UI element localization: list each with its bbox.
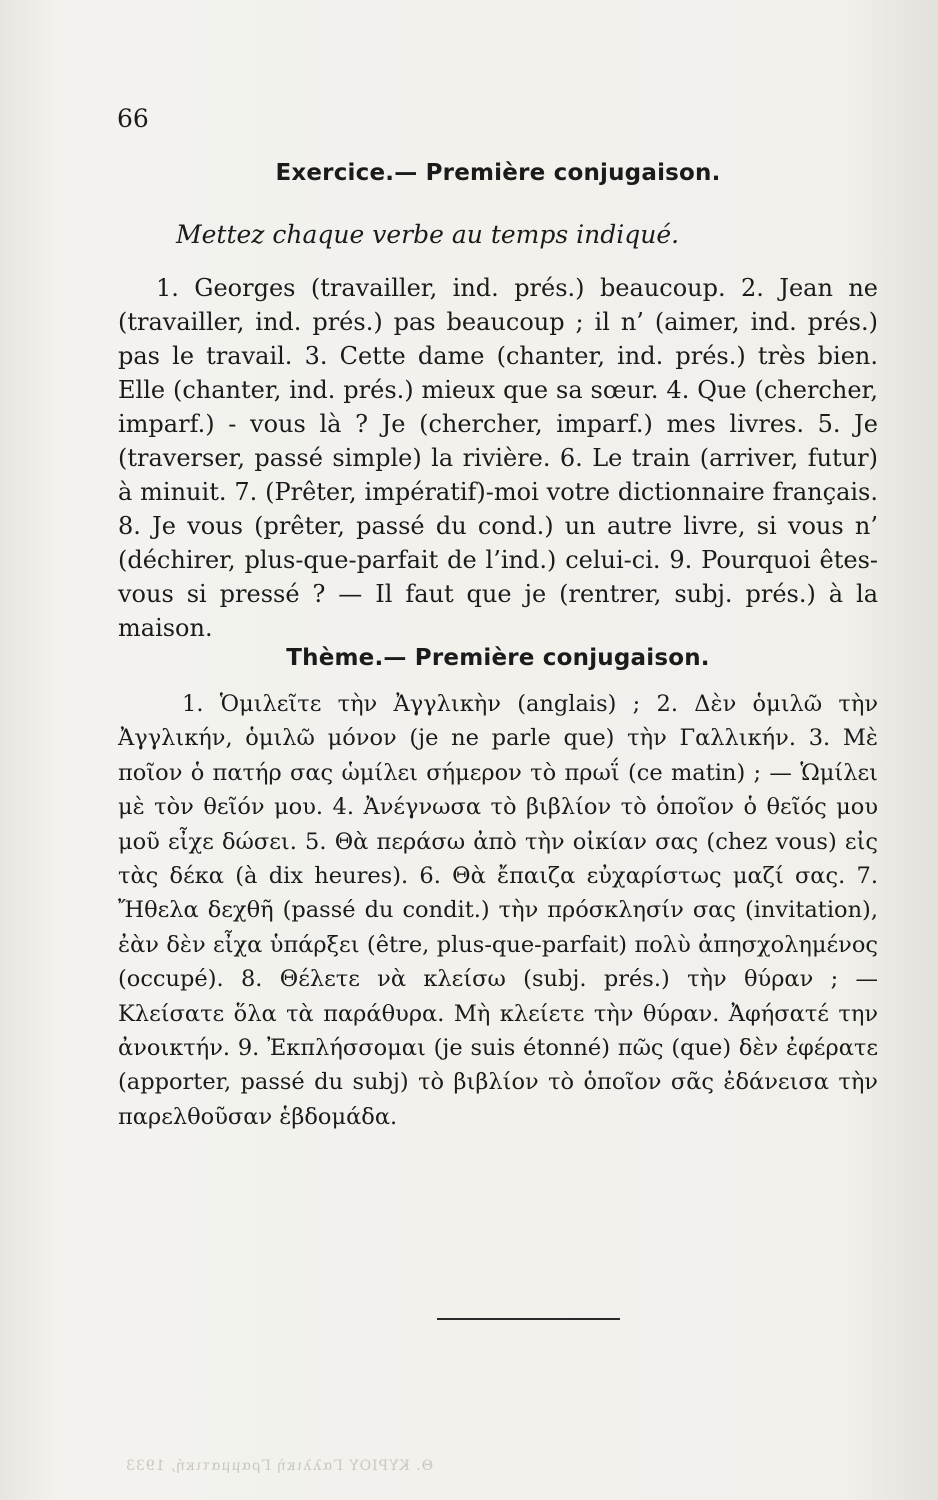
theme-heading: Thème.— Première conjugaison. (286, 645, 710, 671)
exercise-heading: Exercice.— Première conjugaison. (275, 160, 721, 186)
exercise-instruction: Mettez chaque verbe au temps indiqué. (176, 220, 680, 249)
section-divider (437, 1318, 620, 1320)
theme-text: 1. Ὁμιλεῖτε τὴν Ἀγγλικὴν (anglais) ; 2. Δὲν ὁμιλῶ τὴν Ἀγγλικήν, ὁμιλῶ μόνον (je ne parle que) τὴν Γαλλικήν. 3. Μὲ ποῖον ὁ πατήρ σας ὡμίλει σήμερον τὸ πρωΐ (ce matin) ; — Ὡμίλει μὲ τὸν θεῖόν μου. 4. Ἀνέγνωσα τὸ βιβλίον τὸ ὁποῖον ὁ θεῖός μου μοῦ εἶχε δώσει. 5. Θὰ περάσω ἀπὸ τὴν οἰκίαν σας (chez vous) εἰς τὰς δέκα (à dix heures). 6. Θὰ ἔπαιζα εὐχαρίστως μαζί σας. 7. Ἤθελα δεχθῆ (passé du condit.) τὴν πρόσκλησίν σας (invitation), ἐὰν δὲν εἶχα ὑπάρξει (être, plus-que-parfait) πολὺ ἀπησχολημένος (occupé). 8. Θέλετε νὰ κλείσω (subj. prés.) τὴν θύραν ; — Κλείσατε ὅλα τὰ παράθυρα. Μὴ κλείετε τὴν θύραν. Ἀφήσατέ την ἀνοικτήν. 9. Ἐκπλήσσομαι (je suis étonné) πῶς (que) δὲν ἐφέρατε (apporter, passé du subj) τὸ βιβλίον τὸ ὁποῖον σᾶς ἐδάνεισα τὴν παρελθοῦσαν ἑβδομάδα. (118, 691, 878, 1130)
bleed-through-footer: Θ. ΚΥΡΙΟΥ Γαλλικὴ Γραμματική, 1933 (125, 1458, 434, 1474)
page-number: 66 (117, 104, 149, 133)
page-content (118, 160, 878, 1134)
exercise-text: 1. Georges (travailler, ind. prés.) beaucoup. 2. Jean ne (travailler, ind. prés.) pas beaucoup ; il n’ (aimer, ind. prés.) pas le travail. 3. Cette dame (chanter, ind. prés.) très bien. Elle (chanter, ind. prés.) mieux que sa sœur. 4. Que (chercher, imparf.) - vous là ? Je (chercher, imparf.) mes livres. 5. Je (traverser, passé simple) la rivière. 6. Le train (arriver, futur) à minuit. 7. (Prêter, impératif)-moi votre dictionnaire français. 8. Je vous (prêter, passé du cond.) un autre livre, si vous n’ (déchirer, plus-que-parfait de l’ind.) celui-ci. 9. Pourquoi êtes-vous si pressé ? — Il faut que je (rentrer, subj. prés.) à la maison. (118, 274, 878, 642)
